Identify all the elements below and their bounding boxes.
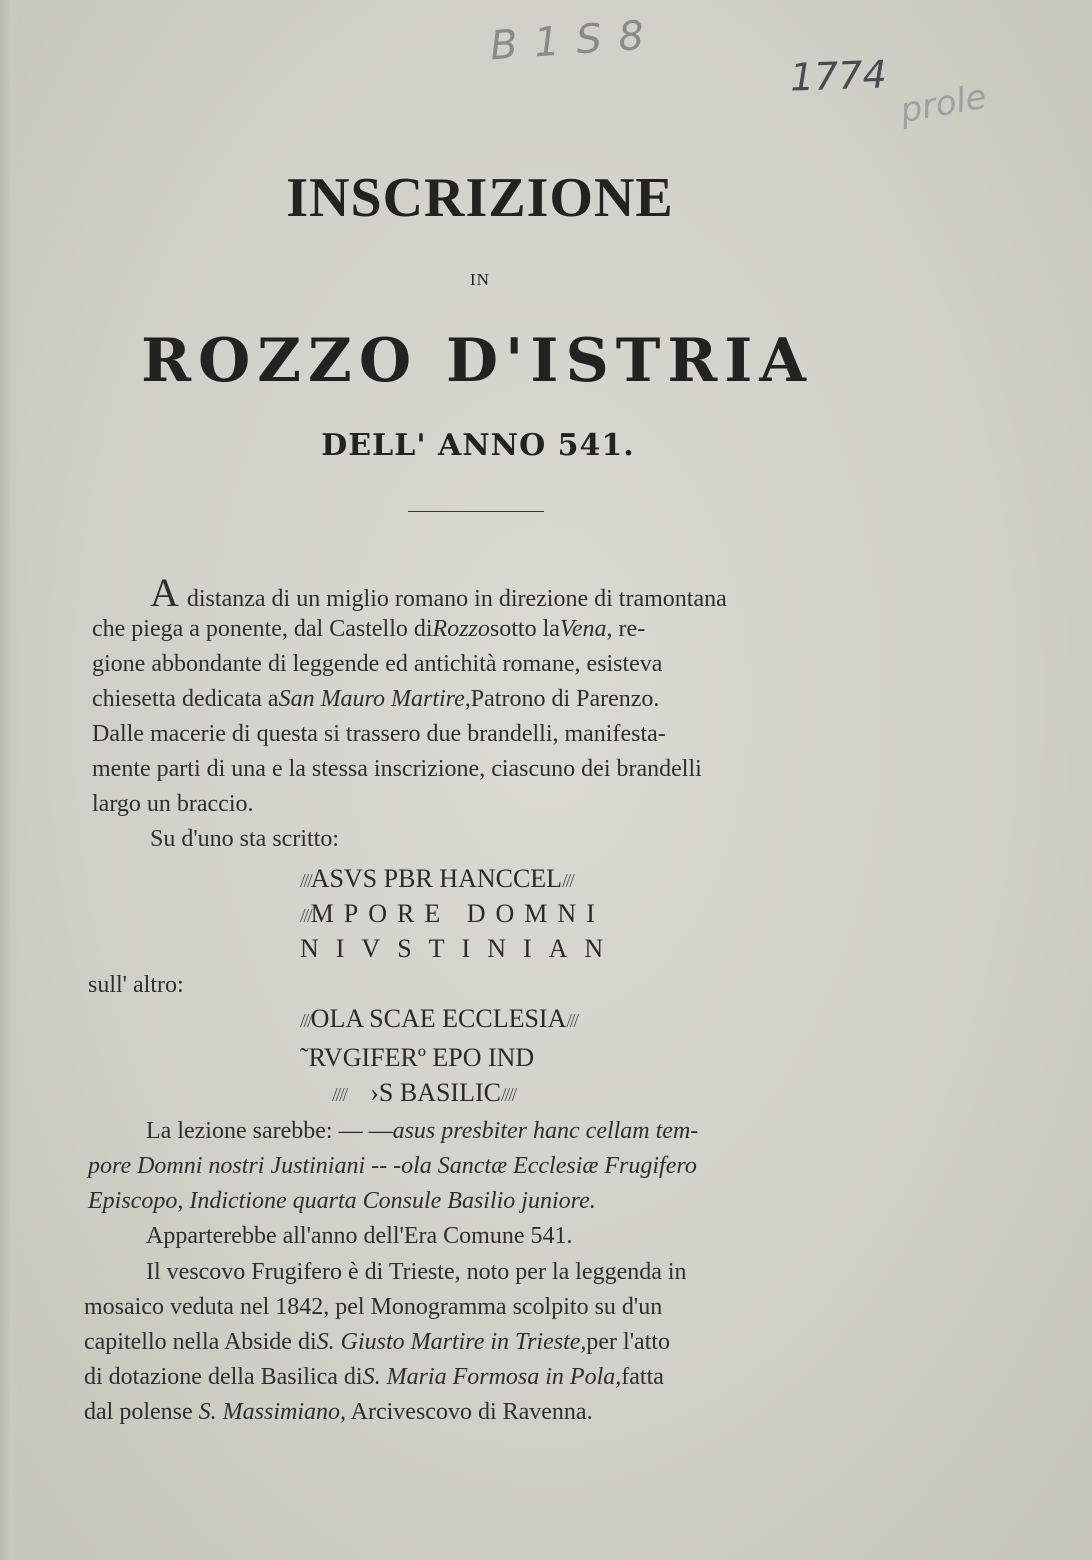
handwritten-note: prole xyxy=(897,76,990,132)
page-edge-shadow xyxy=(0,0,18,1560)
paragraph-line xyxy=(92,649,858,679)
page-title: INSCRIZIONE xyxy=(286,167,674,229)
inscription-line xyxy=(300,934,620,964)
text-run: distanza di un miglio romano in direzione di tramontana xyxy=(186,586,727,612)
text-run: mosaico veduta nel 1842, pel Monogramma scolpito su d'un xyxy=(84,1294,663,1320)
erasure-marks: /// xyxy=(566,1010,578,1032)
erasure-marks: //// xyxy=(332,1084,347,1106)
text-run-italic: Rozzo xyxy=(432,616,490,642)
text-run: di dotazione della Basilica di xyxy=(84,1364,363,1390)
erasure-marks: /// xyxy=(300,1010,311,1032)
paragraph-line xyxy=(146,1116,858,1146)
paragraph-line xyxy=(150,570,858,615)
text-run: Dalle macerie di questa si trassero due brandelli, manifesta- xyxy=(92,721,666,747)
text-run-italic: San Mauro Martire, xyxy=(278,686,471,712)
text-run: capitello nella Abside di xyxy=(84,1329,317,1355)
text-run: dal polense xyxy=(84,1399,199,1425)
inscription-line xyxy=(300,864,573,896)
text-run-italic: pore Domni nostri Justiniani -- -ola Sanctæ Ecclesiæ Frugifero xyxy=(88,1153,697,1179)
text-run: Arcivescovo di Ravenna. xyxy=(345,1399,593,1425)
inscription-text: MPORE DOMNI xyxy=(310,899,605,928)
intro-line: Su d'uno sta scritto: xyxy=(150,826,339,852)
paragraph-line xyxy=(146,1257,858,1287)
text-run-italic: Vena xyxy=(559,616,607,642)
intro-line: sull' altro: xyxy=(88,972,184,998)
text-run-italic: S. Maria Formosa in Pola, xyxy=(362,1364,622,1390)
text-run: La lezione sarebbe: — — xyxy=(146,1118,393,1144)
text-run: Il vescovo Frugifero è di Trieste, noto per la leggenda in xyxy=(146,1259,687,1285)
text-run: Patrono di Parenzo. xyxy=(470,686,660,712)
paragraph-line: Apparterebbe all'anno dell'Era Comune 541. xyxy=(146,1223,573,1249)
erasure-marks: //// xyxy=(500,1084,516,1106)
inscription-text: ˜RVGIFERº EPO IND xyxy=(300,1043,535,1072)
inscription-text: OLA SCAE ECCLESIA xyxy=(310,1004,567,1033)
inscription-line xyxy=(300,899,605,931)
paragraph-line xyxy=(92,754,858,784)
handwritten-shelfmark: B 1 S 8 xyxy=(488,12,648,70)
text-run: che piega a ponente, dal Castello di xyxy=(92,616,433,642)
inscription-line xyxy=(300,1004,577,1036)
inscription-text: ASVS PBR HANCCEL xyxy=(310,864,563,893)
paragraph-line xyxy=(92,614,858,644)
paragraph-line xyxy=(84,1362,858,1392)
erasure-marks: /// xyxy=(300,905,311,927)
inscription-line xyxy=(300,1043,534,1073)
inscription-text: NIVSTINIAN xyxy=(300,934,621,963)
text-run: gione abbondante di leggende ed antichità romane, esisteva xyxy=(92,651,663,677)
handwritten-number: 1774 xyxy=(789,52,888,100)
title-year: DELL' ANNO 541. xyxy=(321,428,635,463)
text-run: , re- xyxy=(606,616,646,642)
erasure-marks: /// xyxy=(300,870,311,892)
paragraph-line xyxy=(84,1397,593,1427)
text-run: fatta xyxy=(621,1364,664,1390)
paragraph-line: largo un braccio. xyxy=(92,791,254,817)
erasure-marks: /// xyxy=(562,870,573,892)
paragraph-line xyxy=(88,1151,858,1181)
text-run: chiesetta dedicata a xyxy=(92,686,279,712)
text-run: per l'atto xyxy=(586,1329,671,1355)
title-divider xyxy=(408,511,544,512)
paragraph-line xyxy=(92,719,858,749)
text-run: sotto la xyxy=(489,616,560,642)
inscription-text: ›S BASILIC xyxy=(370,1078,501,1107)
paragraph-line: Episcopo, Indictione quarta Consule Basilio juniore. xyxy=(88,1188,596,1214)
text-run-italic: asus presbiter hanc cellam tem- xyxy=(392,1118,699,1144)
text-run-italic: S. Massimiano, xyxy=(198,1399,346,1425)
title-preposition: IN xyxy=(470,270,490,289)
inscription-line xyxy=(332,1078,515,1110)
paragraph-line xyxy=(84,1327,858,1357)
title-place: ROZZO D'ISTRIA xyxy=(141,326,813,396)
paragraph-line xyxy=(84,1292,858,1322)
text-run: mente parti di una e la stessa inscrizione, ciascuno dei brandelli xyxy=(92,756,702,782)
paragraph-line xyxy=(92,684,858,714)
drop-cap: A xyxy=(150,570,179,615)
text-run-italic: S. Giusto Martire in Trieste, xyxy=(316,1329,587,1355)
